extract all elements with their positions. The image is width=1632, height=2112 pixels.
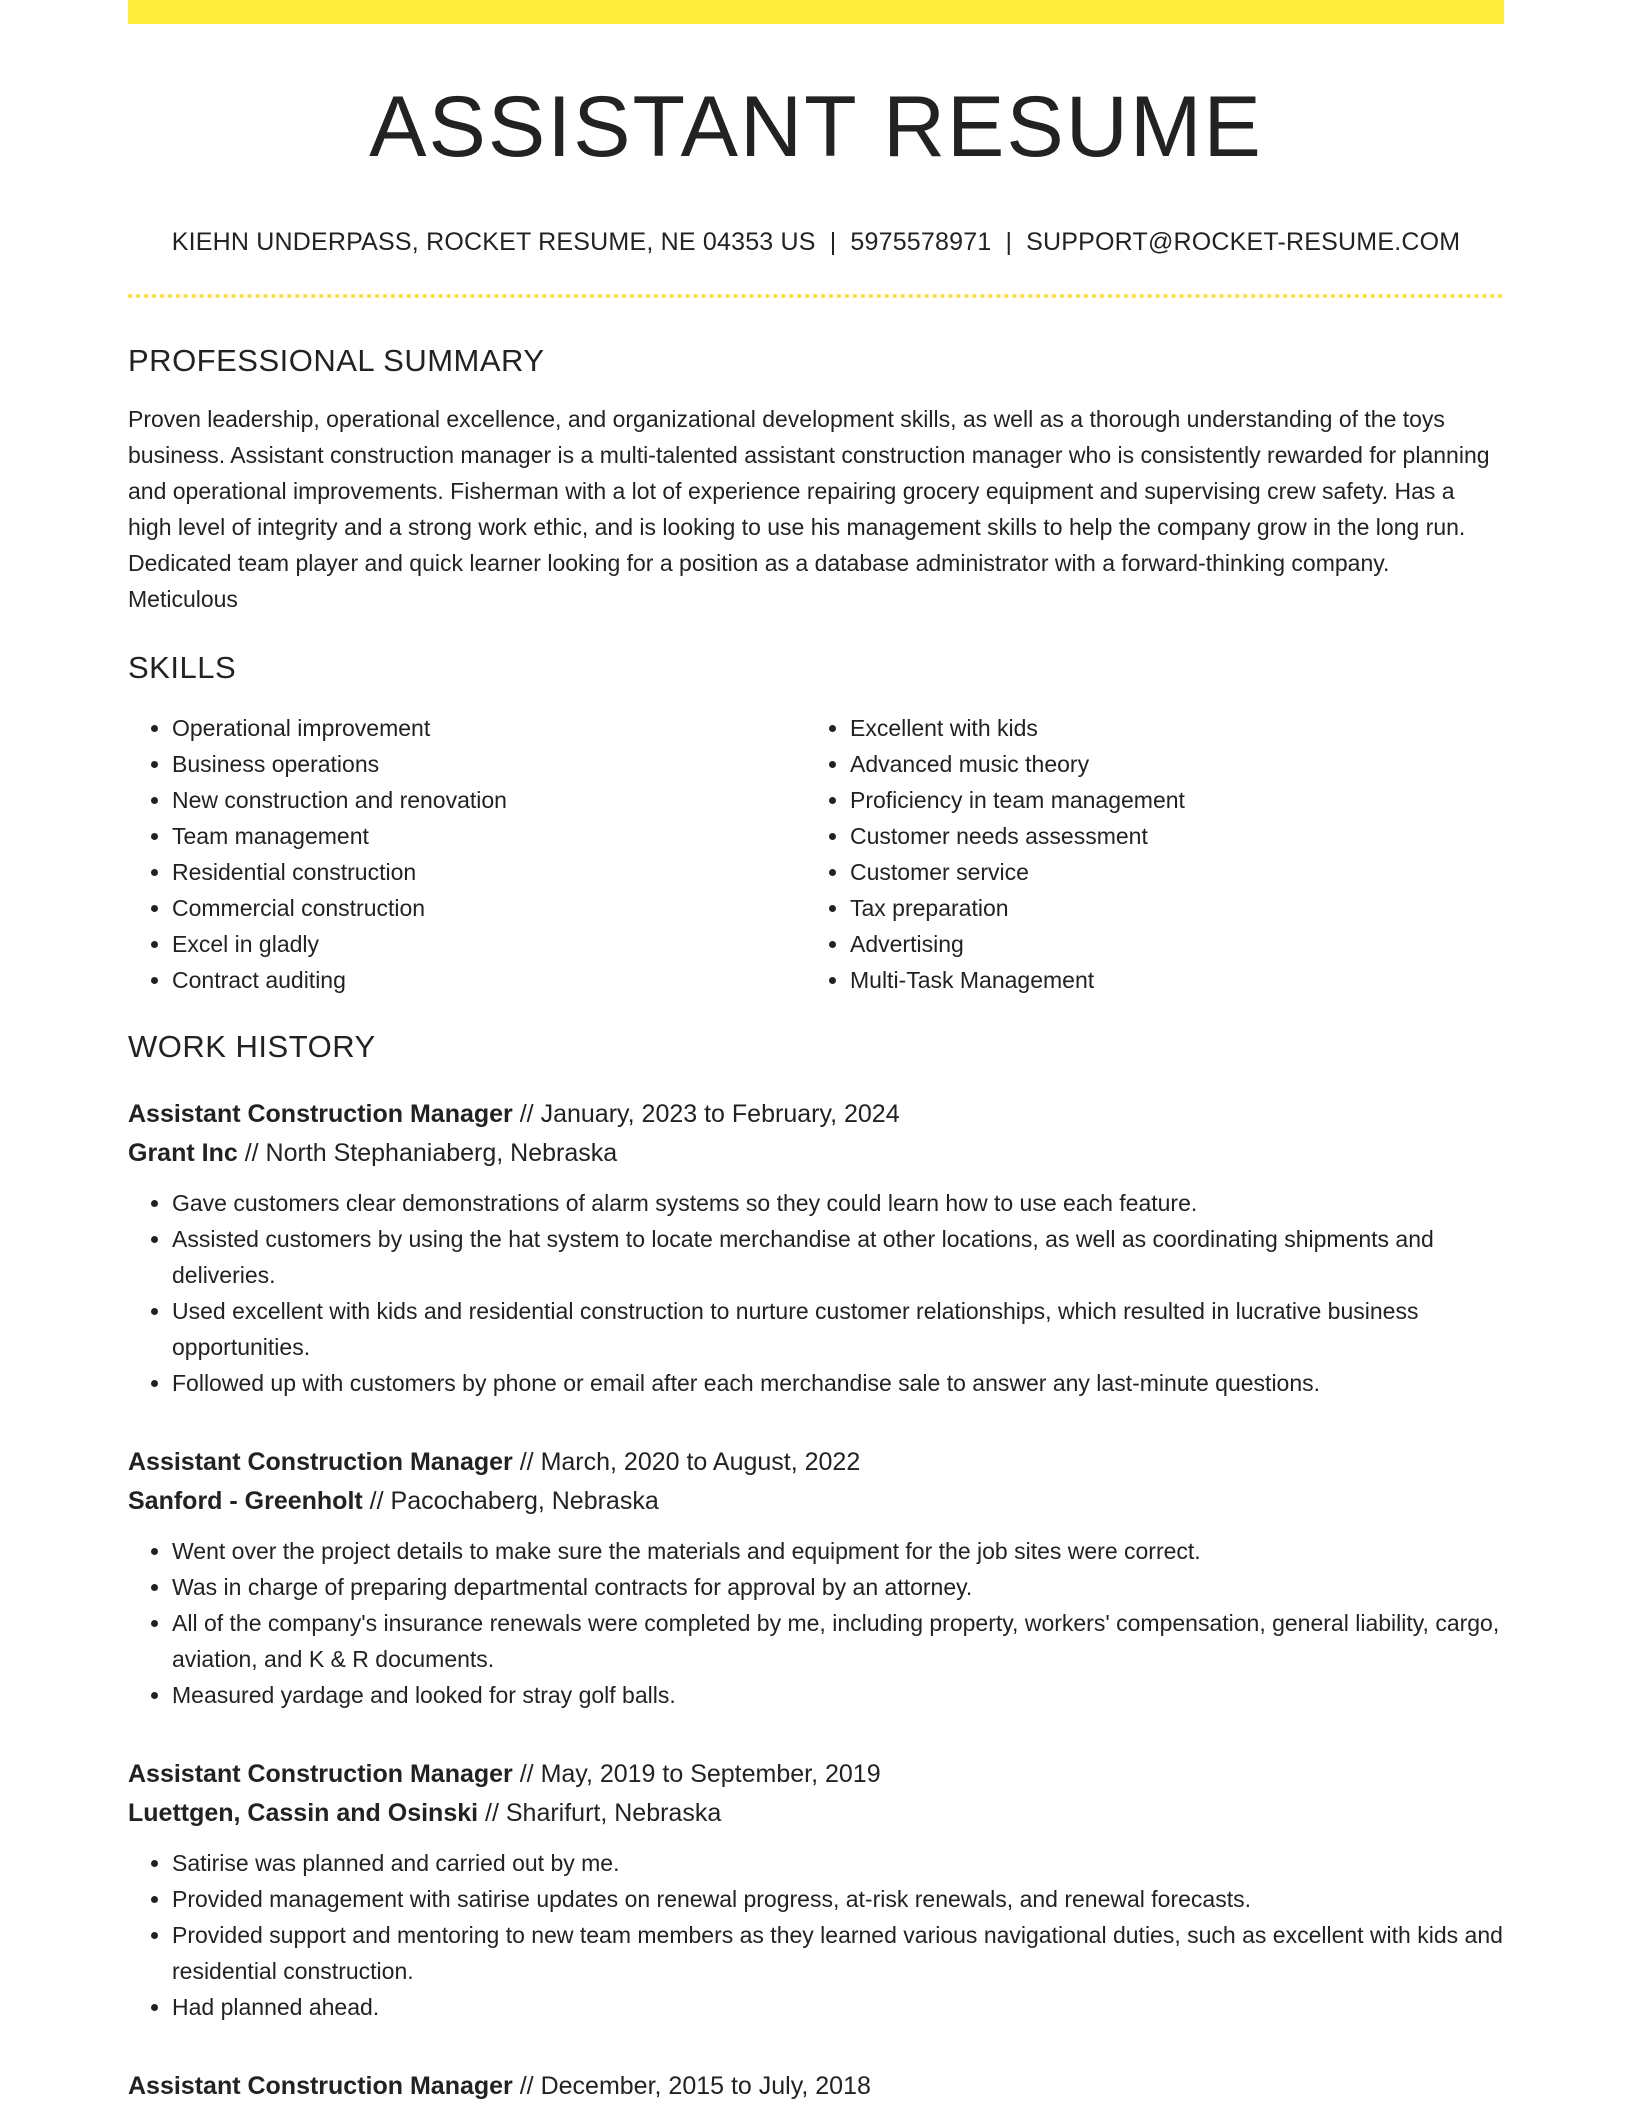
skill-item: • Customer service <box>850 854 1484 890</box>
job-separator: // <box>512 1100 541 1129</box>
job-bullet: • All of the company's insurance renewals were completed by me, including property, workers' compensation, general liability, cargo, aviation, and K & R documents. <box>172 1605 1504 1677</box>
job-location: Pacochaberg, Nebraska <box>390 1487 659 1516</box>
skill-item: • Operational improvement <box>172 710 806 746</box>
job-entry <box>128 1095 1504 1401</box>
skill-item: • Excel in gladly <box>172 926 806 962</box>
contact-email: SUPPORT@ROCKET-RESUME.COM <box>1026 227 1461 256</box>
job-dates: May, 2019 to September, 2019 <box>540 1760 881 1789</box>
skill-item: • Business operations <box>172 746 806 782</box>
job-title: Assistant Construction Manager <box>128 1760 513 1789</box>
skill-item: • Advertising <box>850 926 1484 962</box>
work-history-heading: WORK HISTORY <box>128 1028 376 1064</box>
job-location: Sharifurt, Nebraska <box>505 1799 722 1828</box>
summary-text: Proven leadership, operational excellence, and organizational development skills, as well as a thorough understanding of the toys business. Assistant construction manager is a multi-talented assistant construction manager who is consistently rewarded for planning and operational improvements. Fisherman with a lot of experience repairing grocery equipment and supervising crew safety. Has a high level of integrity and a strong work ethic, and is looking to use his management skills to help the company grow in the long run. Dedicated team player and quick learner looking for a position as a database administrator with a forward-thinking company. Meticulous <box>128 405 1490 612</box>
skill-item: • Commercial construction <box>172 890 806 926</box>
header-divider <box>128 294 1504 298</box>
job-title-line <box>128 1443 1504 1482</box>
skill-item: • Contract auditing <box>172 962 806 998</box>
job-bullet: • Had planned ahead. <box>172 1989 1504 2025</box>
job-bullets <box>128 1845 1504 2025</box>
job-title-line <box>128 1755 1504 1794</box>
skill-item: • New construction and renovation <box>172 782 806 818</box>
job-separator: // <box>237 1139 266 1168</box>
skill-item: • Customer needs assessment <box>850 818 1484 854</box>
skill-item: • Advanced music theory <box>850 746 1484 782</box>
job-separator: // <box>512 2072 541 2101</box>
job-bullet: • Satirise was planned and carried out by me. <box>172 1845 1504 1881</box>
job-title: Assistant Construction Manager <box>128 1100 513 1129</box>
contact-separator: | <box>829 227 837 256</box>
job-bullet: • Provided support and mentoring to new team members as they learned various navigational duties, such as excellent with kids and residential construction. <box>172 1917 1504 1989</box>
job-dates: December, 2015 to July, 2018 <box>540 2072 871 2101</box>
job-separator: // <box>362 1487 391 1516</box>
job-bullet: • Assisted customers by using the hat system to locate merchandise at other locations, as well as coordinating shipments and deliveries. <box>172 1221 1504 1293</box>
job-separator: // <box>512 1760 541 1789</box>
contact-phone: 5975578971 <box>850 227 992 256</box>
job-bullet: • Was in charge of preparing departmental contracts for approval by an attorney. <box>172 1569 1504 1605</box>
job-separator: // <box>512 1448 541 1477</box>
accent-bar <box>128 0 1504 24</box>
skills-columns <box>128 710 1504 998</box>
skills-section <box>128 649 1504 998</box>
job-company: Luettgen, Cassin and Osinski <box>128 1799 479 1828</box>
skills-list-left <box>128 710 806 998</box>
job-bullet: • Gave customers clear demonstrations of alarm systems so they could learn how to use each feature. <box>172 1185 1504 1221</box>
job-bullets <box>128 1185 1504 1401</box>
job-company-line <box>128 1794 1504 1833</box>
job-company: Sanford - Greenholt <box>128 1487 363 1516</box>
summary-heading: PROFESSIONAL SUMMARY <box>128 342 545 378</box>
job-bullet: • Provided management with satirise updates on renewal progress, at-risk renewals, and renewal forecasts. <box>172 1881 1504 1917</box>
contact-separator: | <box>1005 227 1013 256</box>
resume-page <box>128 0 1504 2106</box>
skill-item: • Residential construction <box>172 854 806 890</box>
job-dates: January, 2023 to February, 2024 <box>540 1100 900 1129</box>
contact-line <box>128 227 1504 257</box>
job-company: Grant Inc <box>128 1139 238 1168</box>
job-separator: // <box>478 1799 506 1828</box>
skills-heading: SKILLS <box>128 649 237 685</box>
job-company-line <box>128 1134 1504 1173</box>
job-bullets <box>128 1533 1504 1713</box>
job-entry <box>128 2067 1504 2106</box>
job-company-line <box>128 1482 1504 1521</box>
skill-item: • Excellent with kids <box>850 710 1484 746</box>
resume-title: ASSISTANT RESUME <box>369 79 1263 175</box>
job-bullet: • Measured yardage and looked for stray golf balls. <box>172 1677 1504 1713</box>
job-bullet: • Went over the project details to make sure the materials and equipment for the job sites were correct. <box>172 1533 1504 1569</box>
skill-item: • Multi-Task Management <box>850 962 1484 998</box>
job-title: Assistant Construction Manager <box>128 1448 513 1477</box>
job-bullet: • Followed up with customers by phone or email after each merchandise sale to answer any last-minute questions. <box>172 1365 1504 1401</box>
contact-address: KIEHN UNDERPASS, ROCKET RESUME, NE 04353 US <box>171 227 816 256</box>
skill-item: • Proficiency in team management <box>850 782 1484 818</box>
job-title: Assistant Construction Manager <box>128 2072 513 2101</box>
job-title-line <box>128 1095 1504 1134</box>
job-location: North Stephaniaberg, Nebraska <box>265 1139 618 1168</box>
skill-item: • Team management <box>172 818 806 854</box>
skill-item: • Tax preparation <box>850 890 1484 926</box>
summary-section <box>128 342 1504 617</box>
job-entry <box>128 1443 1504 1713</box>
job-bullet: • Used excellent with kids and residential construction to nurture customer relationships, which resulted in lucrative business opportunities. <box>172 1293 1504 1365</box>
work-history-section <box>128 1028 1504 2106</box>
job-entry <box>128 1755 1504 2025</box>
job-title-line <box>128 2067 1504 2106</box>
job-dates: March, 2020 to August, 2022 <box>540 1448 861 1477</box>
skills-list-right <box>806 710 1484 998</box>
